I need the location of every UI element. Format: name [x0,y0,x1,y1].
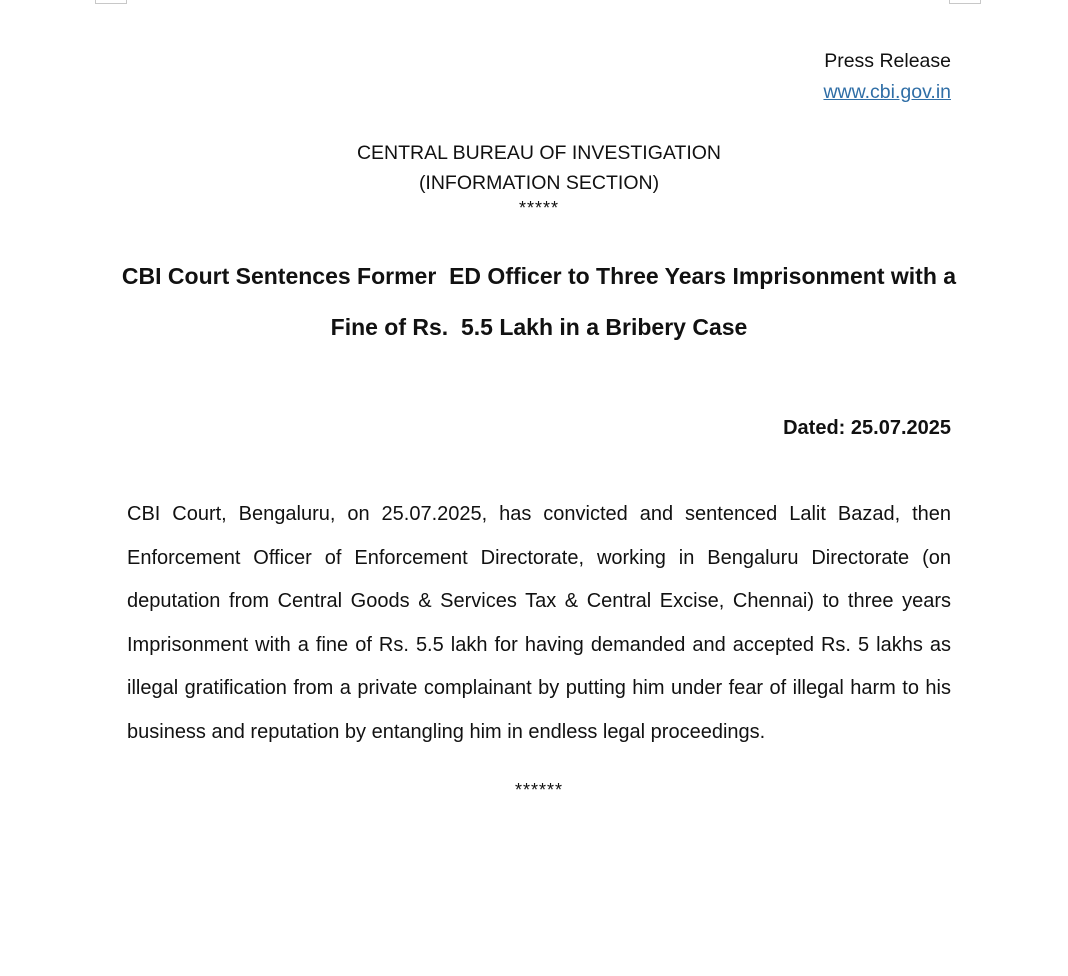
headline-line-1: CBI Court Sentences Former ED Officer to Three Years Imprisonment with a [121,263,957,289]
organization-header [127,138,951,218]
organization-section: (INFORMATION SECTION) [418,172,660,194]
website-link[interactable]: www.cbi.gov.in [823,81,951,103]
bottom-separator: ****** [514,780,564,800]
page-corner-mark-left [95,0,127,4]
body-paragraph: CBI Court, Bengaluru, on 25.07.2025, has convicted and sentenced Lalit Bazad, then Enforcement Officer of Enforcement Directorate, working in Bengaluru Directorate (on deputation from Central Goods & Services Tax & Central Excise, Chennai) to three years Imprisonment with a fine of Rs. 5.5 lakh for having demanded and accepted Rs. 5 lakhs as illegal gratification from a private complainant by putting him under fear of illegal harm to his business and reputation by entangling him in endless legal proceedings. [127,503,951,743]
release-date: Dated: 25.07.2025 [783,417,951,439]
press-release-label: Press Release [824,50,951,72]
top-separator: ***** [518,198,560,218]
organization-name: CENTRAL BUREAU OF INVESTIGATION [356,142,722,164]
headline-line-2: Fine of Rs. 5.5 Lakh in a Bribery Case [330,314,748,340]
page-corner-mark-right [949,0,981,4]
press-header [823,46,951,108]
headline [117,251,961,353]
